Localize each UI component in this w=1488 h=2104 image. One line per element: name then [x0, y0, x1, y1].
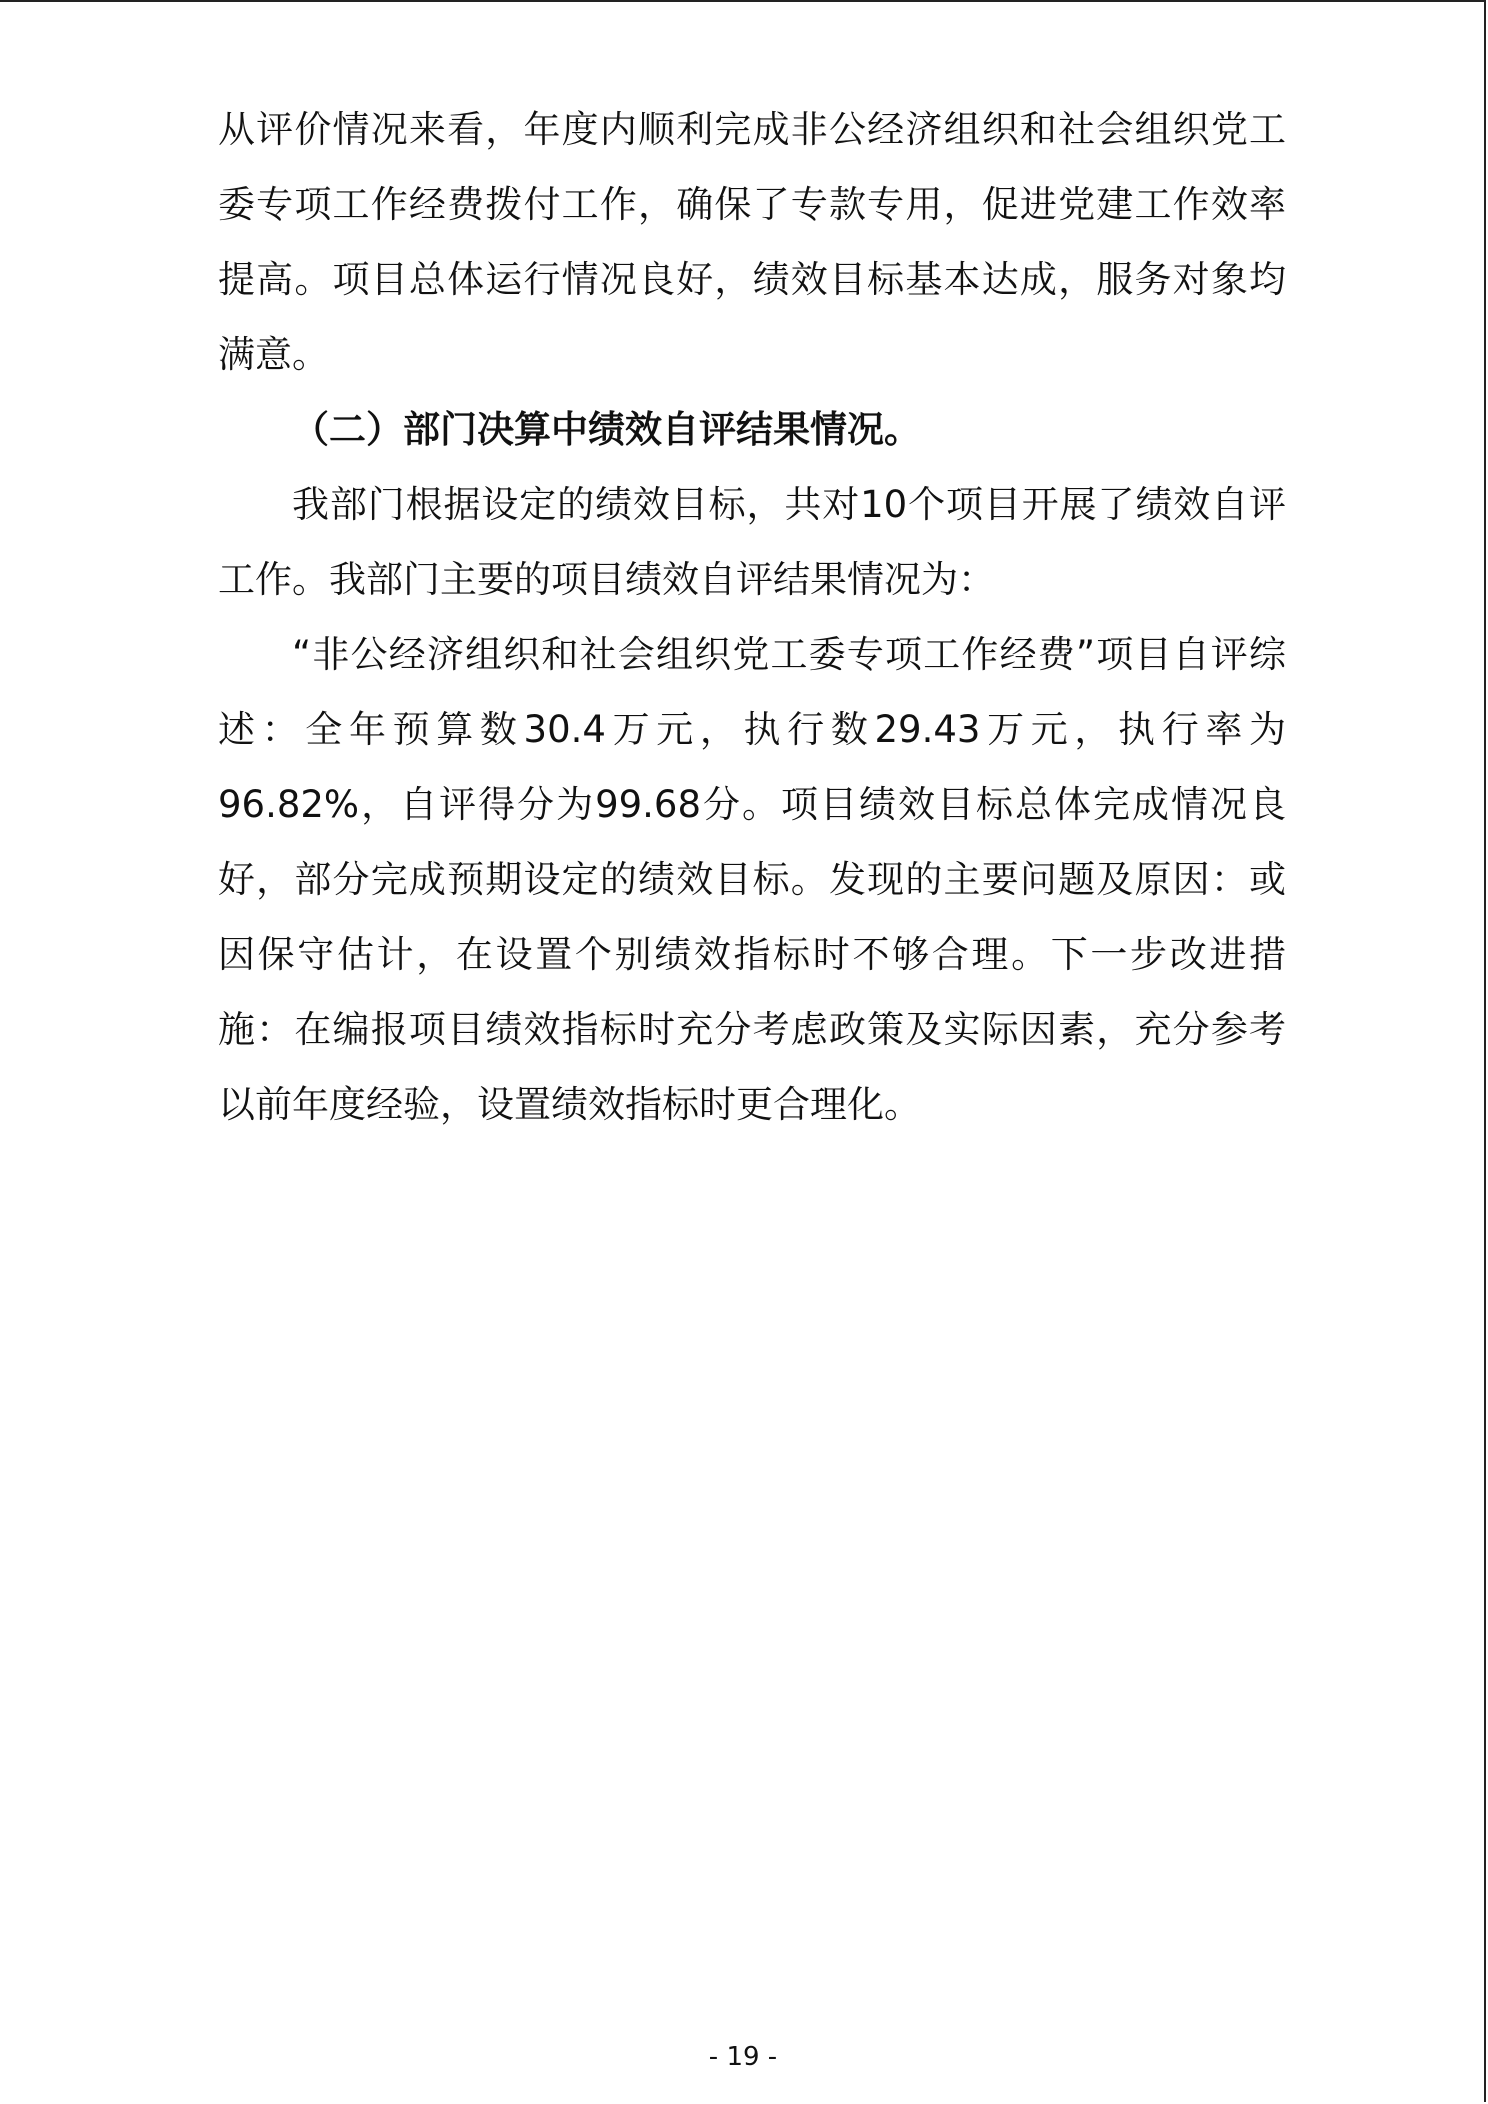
paragraph-self-eval-intro: 我部门根据设定的绩效目标，共对10个项目开展了绩效自评工作。我部门主要的项目绩效自评结果情况为： [218, 483, 1286, 601]
section-heading: （二）部门决算中绩效自评结果情况。 [292, 408, 921, 451]
paragraph-evaluation-summary: 从评价情况来看，年度内顺利完成非公经济组织和社会组织党工委专项工作经费拨付工作，确保了专款专用，促进党建工作效率提高。项目总体运行情况良好，绩效目标基本达成，服务对象均满意。 [218, 108, 1286, 376]
paragraph-project-summary: “非公经济组织和社会组织党工委专项工作经费”项目自评综述：全年预算数30.4万元，执行数29.43万元，执行率为96.82%，自评得分为99.68分。项目绩效目标总体完成情况良好，部分完成预期设定的绩效目标。发现的主要问题及原因：或因保守估计，在设置个别绩效指标时不够合理。下一步改进措施：在编报项目绩效指标时充分考虑政策及实际因素，充分参考以前年度经验，设置绩效指标时更合理化。 [218, 633, 1286, 1126]
page-number: - 19 - [708, 2042, 778, 2072]
document-body [218, 92, 1286, 1142]
